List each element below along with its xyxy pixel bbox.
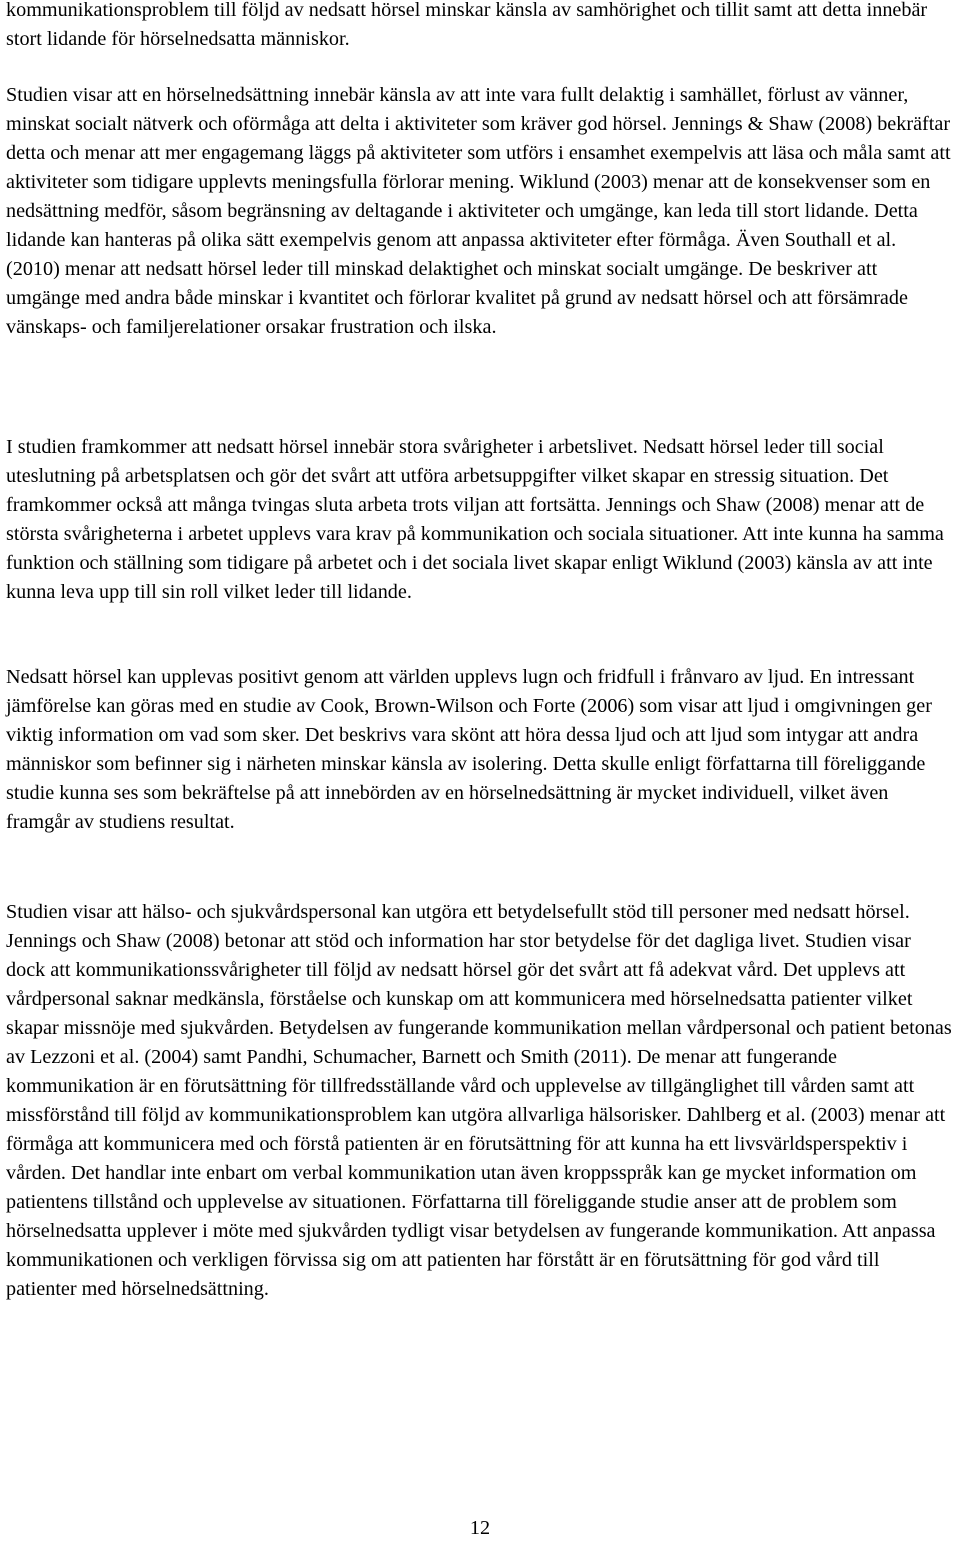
- body-paragraph-5: Studien visar att hälso- och sjukvårdspersonal kan utgöra ett betydelsefullt stöd till personer med nedsatt hörsel. Jennings och Shaw (2008) betonar att stöd och information har stor betydelse för det dagliga livet. Studien visar dock att kommunikationssvårigheter till följd av nedsatt hörsel gör det svårt att få adekvat vård. Det upplevs att vårdpersonal saknar medkänsla, förståelse och kunskap om att kommunicera med hörselnedsatta patienter vilket skapar missnöje med sjukvården. Betydelsen av fungerande kommunikation mellan vårdpersonal och patient betonas av Lezzoni et al. (2004) samt Pandhi, Schumacher, Barnett och Smith (2011). De menar att fungerande kommunikation är en förutsättning för tillfredsställande vård och upplevelse av tillgänglighet till vården samt att missförstånd till följd av kommunikationsproblem kan utgöra allvarliga hälsorisker. Dahlberg et al. (2003) menar att förmåga att kommunicera med och förstå patienten är en förutsättning för att kunna ha ett livsvärldsperspektiv i vården. Det handlar inte enbart om verbal kommunikation utan även kroppsspråk kan ge mycket information om patientens tillstånd och upplevelse av situationen. Författarna till föreliggande studie anser att de problem som hörselnedsatta upplever i möte med sjukvården tydligt visar betydelsen av fungerande kommunikation. Att anpassa kommunikationen och verkligen förvissa sig om att patienten har förstått är en förutsättning för god vård till patienter med hörselnedsättning.: [6, 901, 952, 1300]
- body-paragraph-3: I studien framkommer att nedsatt hörsel innebär stora svårigheter i arbetslivet. Nedsatt hörsel leder till social uteslutning på arbetsplatsen och gör det svårt att utföra arbetsuppgifter vilket skapar en stressig situation. Det framkommer också att många tvingas sluta arbeta trots viljan att fortsätta. Jennings och Shaw (2008) menar att de största svårigheterna i arbetet upplevs vara krav på kommunikation och sociala situationer. Att inte kunna ha samma funktion och ställning som tidigare på arbetet och i det sociala livet skapar enligt Wiklund (2003) känsla av att inte kunna leva upp till sin roll vilket leder till lidande.: [6, 436, 944, 603]
- page-number: 12: [469, 1517, 491, 1539]
- body-paragraph-1: kommunikationsproblem till följd av nedsatt hörsel minskar känsla av samhörighet och tillit samt att detta innebär stort lidande för hörselnedsatta människor.: [6, 0, 928, 50]
- body-paragraph-4: Nedsatt hörsel kan upplevas positivt genom att världen upplevs lugn och fridfull i frånvaro av ljud. En intressant jämförelse kan göras med en studie av Cook, Brown-Wilson och Forte (2006) som visar att ljud i omgivningen ger viktig information om vad som sker. Det beskrivs vara skönt att höra dessa ljud och att ljud som intygar att andra människor som befinner sig i närheten minskar känsla av isolering. Detta skulle enligt författarna till föreliggande studie kunna ses som bekräftelse på att innebörden av en hörselnedsättning är mycket individuell, vilket även framgår av studiens resultat.: [6, 666, 932, 833]
- body-paragraph-2: Studien visar att en hörselnedsättning innebär känsla av att inte vara fullt delaktig i samhället, förlust av vänner, minskat socialt nätverk och oförmåga att delta i aktiviteter som kräver god hörsel. Jennings & Shaw (2008) bekräftar detta och menar att mer engagemang läggs på aktiviteter som utförs i ensamhet exempelvis att läsa och måla samt att aktiviteter som tidigare upplevts meningsfulla förlorar mening. Wiklund (2003) menar att de konsekvenser som en nedsättning medför, såsom begränsning av deltagande i aktiviteter och umgänge, kan leda till stort lidande. Detta lidande kan hanteras på olika sätt exempelvis genom att anpassa aktiviteter efter förmåga. Även Southall et al. (2010) menar att nedsatt hörsel leder till minskad delaktighet och minskat socialt umgänge. De beskriver att umgänge med andra både minskar i kvantitet och förlorar kvalitet på grund av nedsatt hörsel och att försämrade vänskaps- och familjerelationer orsakar frustration och ilska.: [6, 84, 951, 338]
